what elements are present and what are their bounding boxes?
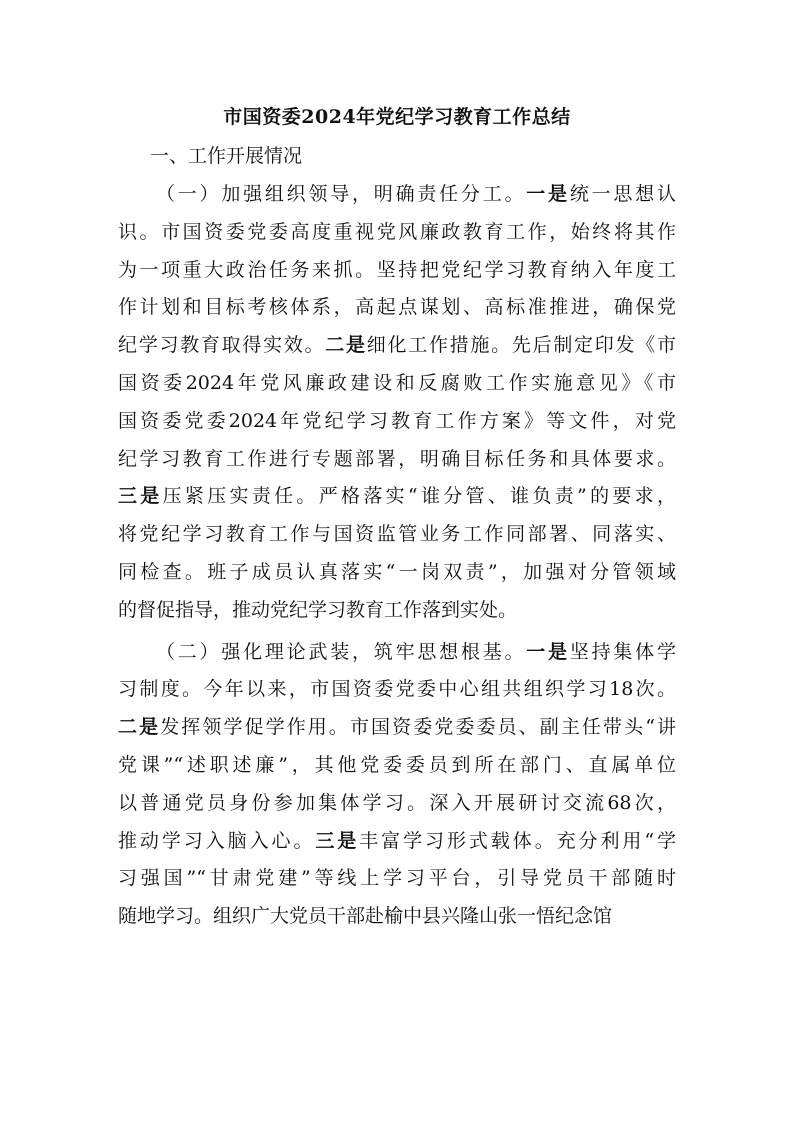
paragraph-organization-leadership [118, 176, 676, 630]
emphasis-marker: 二是 [118, 716, 161, 739]
emphasis-marker: 三是 [118, 485, 163, 508]
text-run: 识。市国资委党委高度重视党风廉政教育工作，始终将其作 [118, 220, 676, 243]
text-line [118, 671, 676, 709]
text-line [118, 898, 676, 936]
text-run: 发挥领学促学作用。市国资委党委委员、副主任带头“讲 [160, 716, 676, 739]
text-run: 丰富学习形式载体。充分利用“学 [359, 829, 676, 852]
paragraph-theory-study [118, 634, 676, 936]
text-run: 习强国”“甘肃党建”等线上学习平台，引导党员干部随时 [118, 867, 676, 890]
text-line [118, 592, 676, 630]
text-run: 随地学习。组织广大党员干部赴榆中县兴隆山张一悟纪念馆 [118, 905, 613, 928]
emphasis-marker: 一是 [526, 640, 570, 663]
text-line [118, 709, 676, 747]
emphasis-marker: 二是 [325, 334, 367, 357]
text-line [118, 365, 676, 403]
text-line [118, 823, 676, 861]
text-line [118, 785, 676, 823]
section-heading: 一、工作开展情况 [150, 145, 303, 167]
text-run: 习制度。今年以来，市国资委党委中心组共组织学习18次。 [118, 678, 676, 701]
text-run: 的督促指导，推动党纪学习教育工作落到实处。 [118, 598, 518, 621]
text-run: 统一思想认 [569, 183, 676, 205]
text-run: 同检查。班子成员认真落实“一岗双责”，加强对分管领域 [118, 560, 676, 583]
text-run: 纪学习教育取得实效。 [118, 334, 326, 357]
text-line [118, 516, 676, 554]
text-line [118, 478, 676, 516]
document-title: 市国资委2024年党纪学习教育工作总结 [223, 106, 571, 128]
text-line [118, 554, 676, 592]
text-line [118, 747, 676, 785]
emphasis-marker: 一是 [526, 183, 570, 205]
document-body [118, 98, 676, 936]
text-line [118, 289, 676, 327]
text-run: （一）加强组织领导，明确责任分工。 [156, 183, 527, 205]
text-run: 为一项重大政治任务来抓。坚持把党纪学习教育纳入年度工 [118, 258, 676, 281]
text-run: 国资委2024年党风廉政建设和反腐败工作实施意见》《市 [118, 371, 676, 394]
text-run: 推动学习入脑入心。 [118, 829, 316, 852]
text-line [118, 214, 676, 252]
text-run: 压紧压实责任。严格落实“谁分管、谁负责”的要求， [162, 485, 676, 508]
text-line [118, 327, 676, 365]
text-line [118, 252, 676, 290]
text-run: 纪学习教育工作进行专题部署，明确目标任务和具体要求。 [118, 447, 676, 470]
text-line [118, 634, 676, 672]
text-run: 坚持集体学 [569, 640, 676, 663]
text-line [118, 403, 676, 441]
text-run: 党课”“述职述廉”，其他党委委员到所在部门、直属单位 [118, 753, 676, 776]
text-run: 作计划和目标考核体系，高起点谋划、高标准推进，确保党 [118, 296, 676, 319]
text-run: 细化工作措施。先后制定印发《市 [366, 334, 676, 357]
text-run: 国资委党委2024年党纪学习教育工作方案》等文件，对党 [118, 409, 676, 432]
emphasis-marker: 三是 [315, 829, 360, 852]
text-run: 将党纪学习教育工作与国资监管业务工作同部署、同落实、 [118, 523, 676, 546]
text-line [118, 176, 676, 214]
text-line [118, 860, 676, 898]
text-run: （二）强化理论武装，筑牢思想根基。 [156, 640, 527, 663]
text-line [118, 441, 676, 479]
text-run: 以普通党员身份参加集体学习。深入开展研讨交流68次， [118, 791, 676, 814]
